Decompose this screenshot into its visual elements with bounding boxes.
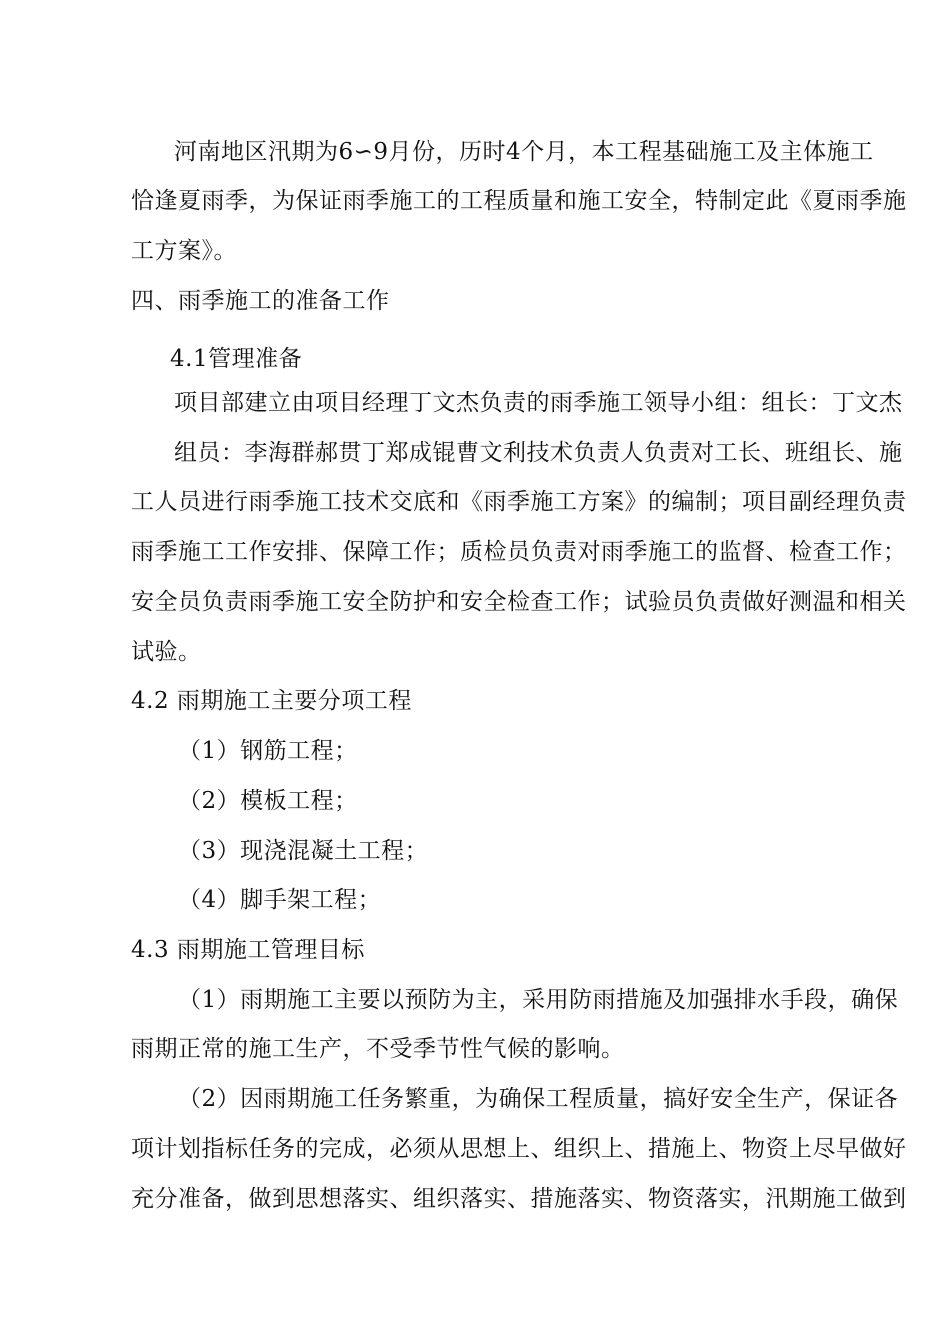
s43-p2-line-3: 充分准备，做到思想落实、组织落实、措施落实、物资落实，汛期施工做到 [131,1186,907,1212]
intro-line-1: 河南地区汛期为6∽9月份，历时4个月，本工程基础施工及主体施工 [174,139,874,165]
s43-p2-line-2: 项计划指标任务的完成，必须从思想上、组织上、措施上、物资上尽早做好 [131,1136,907,1162]
s41-line-4: 雨季施工工作安排、保障工作；质检员负责对雨季施工的监督、检查工作； [131,539,907,565]
s43-p1-line-1: （1）雨期施工主要以预防为主，采用防雨措施及加强排水手段，确保 [178,987,899,1013]
section-4-3-heading: 4.3 雨期施工管理目标 [131,937,365,963]
s43-p1-line-2: 雨期正常的施工生产，不受季节性气候的影响。 [131,1036,625,1062]
intro-line-2: 恰逢夏雨季，为保证雨季施工的工程质量和施工安全，特制定此《夏雨季施 [131,188,907,214]
s42-item-4: （4）脚手架工程； [178,887,382,913]
s41-line-5: 安全员负责雨季施工安全防护和安全检查工作；试验员负责做好测温和相关 [131,589,907,615]
s41-line-2: 组员：李海群郝贯丁郑成锟曹文利技术负责人负责对工长、班组长、施 [174,440,903,466]
section-4-heading: 四、雨季施工的准备工作 [131,288,390,314]
s41-line-6: 试验。 [131,639,202,665]
section-4-1-heading: 4.1管理准备 [170,346,303,372]
section-4-2-heading: 4.2 雨期施工主要分项工程 [131,688,412,714]
intro-line-3: 工方案》。 [131,238,237,264]
s41-line-3: 工人员进行雨季施工技术交底和《雨季施工方案》的编制；项目副经理负责 [131,489,907,515]
s42-item-2: （2）模板工程； [178,788,358,814]
s41-line-1: 项目部建立由项目经理丁文杰负责的雨季施工领导小组：组长：丁文杰 [174,390,903,416]
s43-p2-line-1: （2）因雨期施工任务繁重，为确保工程质量，搞好安全生产，保证各 [178,1086,899,1112]
s42-item-3: （3）现浇混凝土工程； [178,838,429,864]
s42-item-1: （1）钢筋工程； [178,738,358,764]
